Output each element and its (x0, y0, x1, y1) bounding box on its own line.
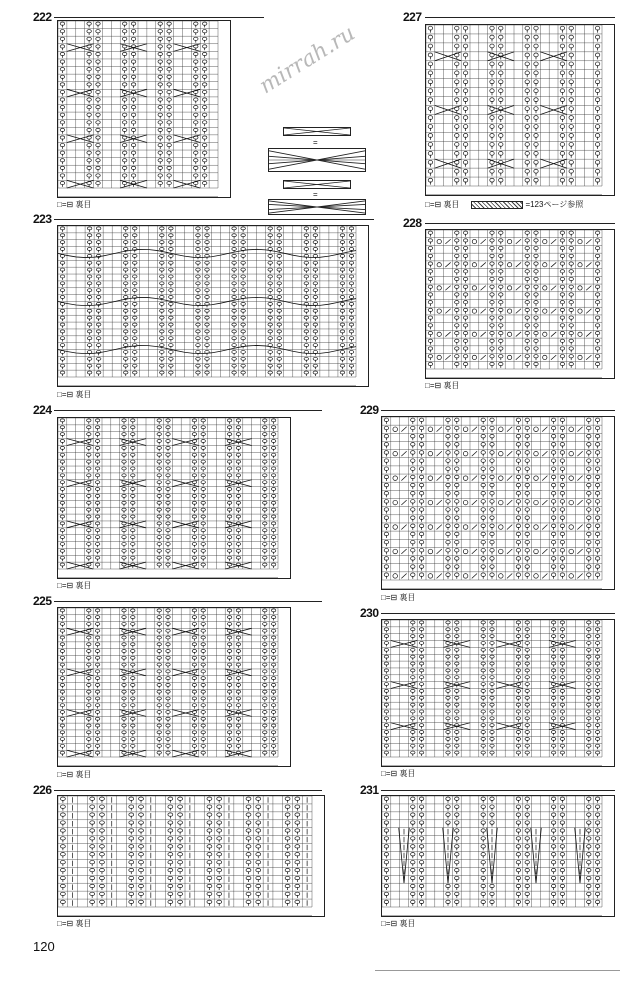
watermark: mirrah.ru (255, 20, 360, 100)
section-rule-229 (381, 410, 615, 411)
cable-reference-symbol (471, 201, 523, 209)
legend-222: □=⊟ 裏目 (57, 200, 92, 209)
knitting-chart-227 (425, 24, 615, 196)
legend-223: □=⊟ 裏目 (57, 390, 92, 399)
knitting-chart-230 (381, 619, 615, 767)
legend-226: □=⊟ 裏目 (57, 919, 92, 928)
legend-228: □=⊟ 裏目 (425, 381, 460, 390)
legend-227: □=⊟ 裏目 =123ページ参照 (425, 200, 584, 209)
pattern-number-228: 228 (403, 216, 422, 230)
section-rule-223 (54, 219, 374, 220)
knitting-chart-225 (57, 607, 291, 767)
pattern-number-225: 225 (33, 594, 52, 608)
section-rule-230 (381, 613, 615, 614)
cable-crossing-diagram-2 (268, 199, 366, 215)
cable-symbol-diagram-2 (283, 180, 351, 189)
knitting-chart-229 (381, 416, 615, 590)
knitting-chart-223 (57, 225, 369, 387)
knitting-chart-228 (425, 229, 615, 379)
cable-symbol-diagram-1 (283, 127, 351, 136)
cable-crossing-diagram-1 (268, 148, 366, 172)
knitting-chart-231 (381, 795, 615, 917)
legend-225: □=⊟ 裏目 (57, 770, 92, 779)
pattern-number-230: 230 (360, 606, 379, 620)
pattern-number-226: 226 (33, 783, 52, 797)
section-rule-222 (54, 17, 264, 18)
section-rule-225 (54, 601, 322, 602)
pattern-number-227: 227 (403, 10, 422, 24)
page-number: 120 (33, 939, 55, 954)
pattern-number-223: 223 (33, 212, 52, 226)
pattern-number-229: 229 (360, 403, 379, 417)
legend-224: □=⊟ 裏目 (57, 581, 92, 590)
section-rule-227 (425, 17, 615, 18)
section-rule-226 (54, 790, 322, 791)
pattern-number-224: 224 (33, 403, 52, 417)
knitting-chart-222 (57, 20, 231, 198)
pattern-number-231: 231 (360, 783, 379, 797)
section-rule-231 (381, 790, 615, 791)
pattern-number-222: 222 (33, 10, 52, 24)
legend-229: □=⊟ 裏目 (381, 593, 416, 602)
legend-230: □=⊟ 裏目 (381, 769, 416, 778)
section-rule-228 (425, 223, 615, 224)
footer-rule (375, 970, 620, 971)
equals-sign-2: = (313, 190, 318, 199)
legend-231: □=⊟ 裏目 (381, 919, 416, 928)
equals-sign-1: = (313, 138, 318, 147)
knitting-chart-224 (57, 417, 291, 579)
knitting-chart-226 (57, 795, 325, 917)
section-rule-224 (54, 410, 322, 411)
